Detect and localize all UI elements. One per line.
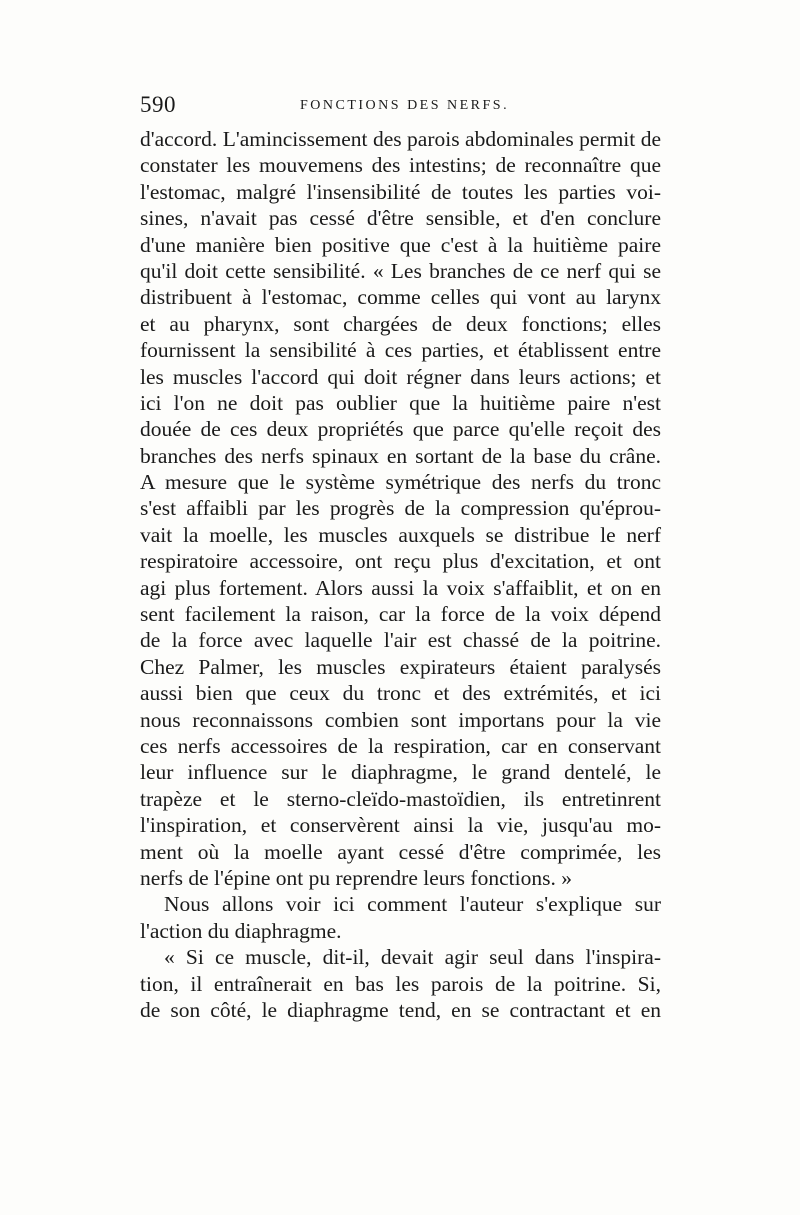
- text-line: trapèze et le sterno-cleïdo-mastoïdien, ils entretinrent: [140, 786, 661, 811]
- text-line: Nous allons voir ici comment l'auteur s'explique sur: [164, 892, 661, 917]
- text-line: douée de ces deux propriétés que parce qu'elle reçoit des: [140, 417, 661, 442]
- text-line: de son côté, le diaphragme tend, en se contractant et en: [140, 997, 661, 1022]
- text-line: leur influence sur le diaphragme, le grand dentelé, le: [140, 760, 661, 785]
- text-line: distribuent à l'estomac, comme celles qui vont au larynx: [140, 285, 661, 310]
- text-line: de la force avec laquelle l'air est chassé de la poitrine.: [140, 628, 661, 653]
- text-line: l'inspiration, et conservèrent ainsi la vie, jusqu'au mo-: [140, 813, 661, 838]
- text-line: nous reconnaissons combien sont importans pour la vie: [140, 707, 661, 732]
- text-line: A mesure que le système symétrique des nerfs du tronc: [140, 470, 661, 495]
- text-line: qu'il doit cette sensibilité. « Les branches de ce nerf qui se: [140, 258, 661, 283]
- page-header: [140, 92, 660, 122]
- text-line: agi plus fortement. Alors aussi la voix s'affaiblit, et on en: [140, 575, 661, 600]
- running-head: FONCTIONS DES NERFS.: [300, 98, 510, 113]
- text-line: constater les mouvemens des intestins; de reconnaître que: [140, 153, 661, 178]
- text-line: vait la moelle, les muscles auxquels se distribue le nerf: [140, 522, 661, 547]
- text-line: « Si ce muscle, dit-il, devait agir seul dans l'inspira-: [164, 945, 661, 970]
- text-line: les muscles l'accord qui doit régner dans leurs actions; et: [140, 364, 661, 389]
- text-line: branches des nerfs spinaux en sortant de la base du crâne.: [140, 443, 661, 468]
- text-line: tion, il entraînerait en bas les parois de la poitrine. Si,: [140, 971, 661, 996]
- text-line: respiratoire accessoire, ont reçu plus d'excitation, et ont: [140, 549, 661, 574]
- text-line: l'action du diaphragme.: [140, 918, 342, 943]
- text-line: d'accord. L'amincissement des parois abdominales permit de: [140, 127, 661, 151]
- text-line: sent facilement la raison, car la force de la voix dépend: [140, 602, 661, 627]
- text-line: nerfs de l'épine ont pu reprendre leurs fonctions. »: [140, 865, 572, 890]
- text-line: ment où la moelle ayant cessé d'être comprimée, les: [140, 839, 661, 864]
- text-line: Chez Palmer, les muscles expirateurs étaient paralysés: [140, 654, 661, 679]
- page-number: 590: [140, 92, 176, 117]
- text-line: l'estomac, malgré l'insensibilité de toutes les parties voi-: [140, 179, 661, 204]
- text-line: sines, n'avait pas cessé d'être sensible, et d'en conclure: [140, 206, 661, 231]
- text-line: fournissent la sensibilité à ces parties, et établissent entre: [140, 338, 661, 363]
- text-line: ici l'on ne doit pas oublier que la huitième paire n'est: [140, 390, 661, 415]
- text-line: aussi bien que ceux du tronc et des extrémités, et ici: [140, 681, 661, 706]
- body-text: [140, 126, 661, 1023]
- text-line: d'une manière bien positive que c'est à la huitième paire: [140, 232, 661, 257]
- text-line: s'est affaibli par les progrès de la compression qu'éprou-: [140, 496, 661, 521]
- text-line: et au pharynx, sont chargées de deux fonctions; elles: [140, 311, 661, 336]
- text-line: ces nerfs accessoires de la respiration, car en conservant: [140, 733, 661, 758]
